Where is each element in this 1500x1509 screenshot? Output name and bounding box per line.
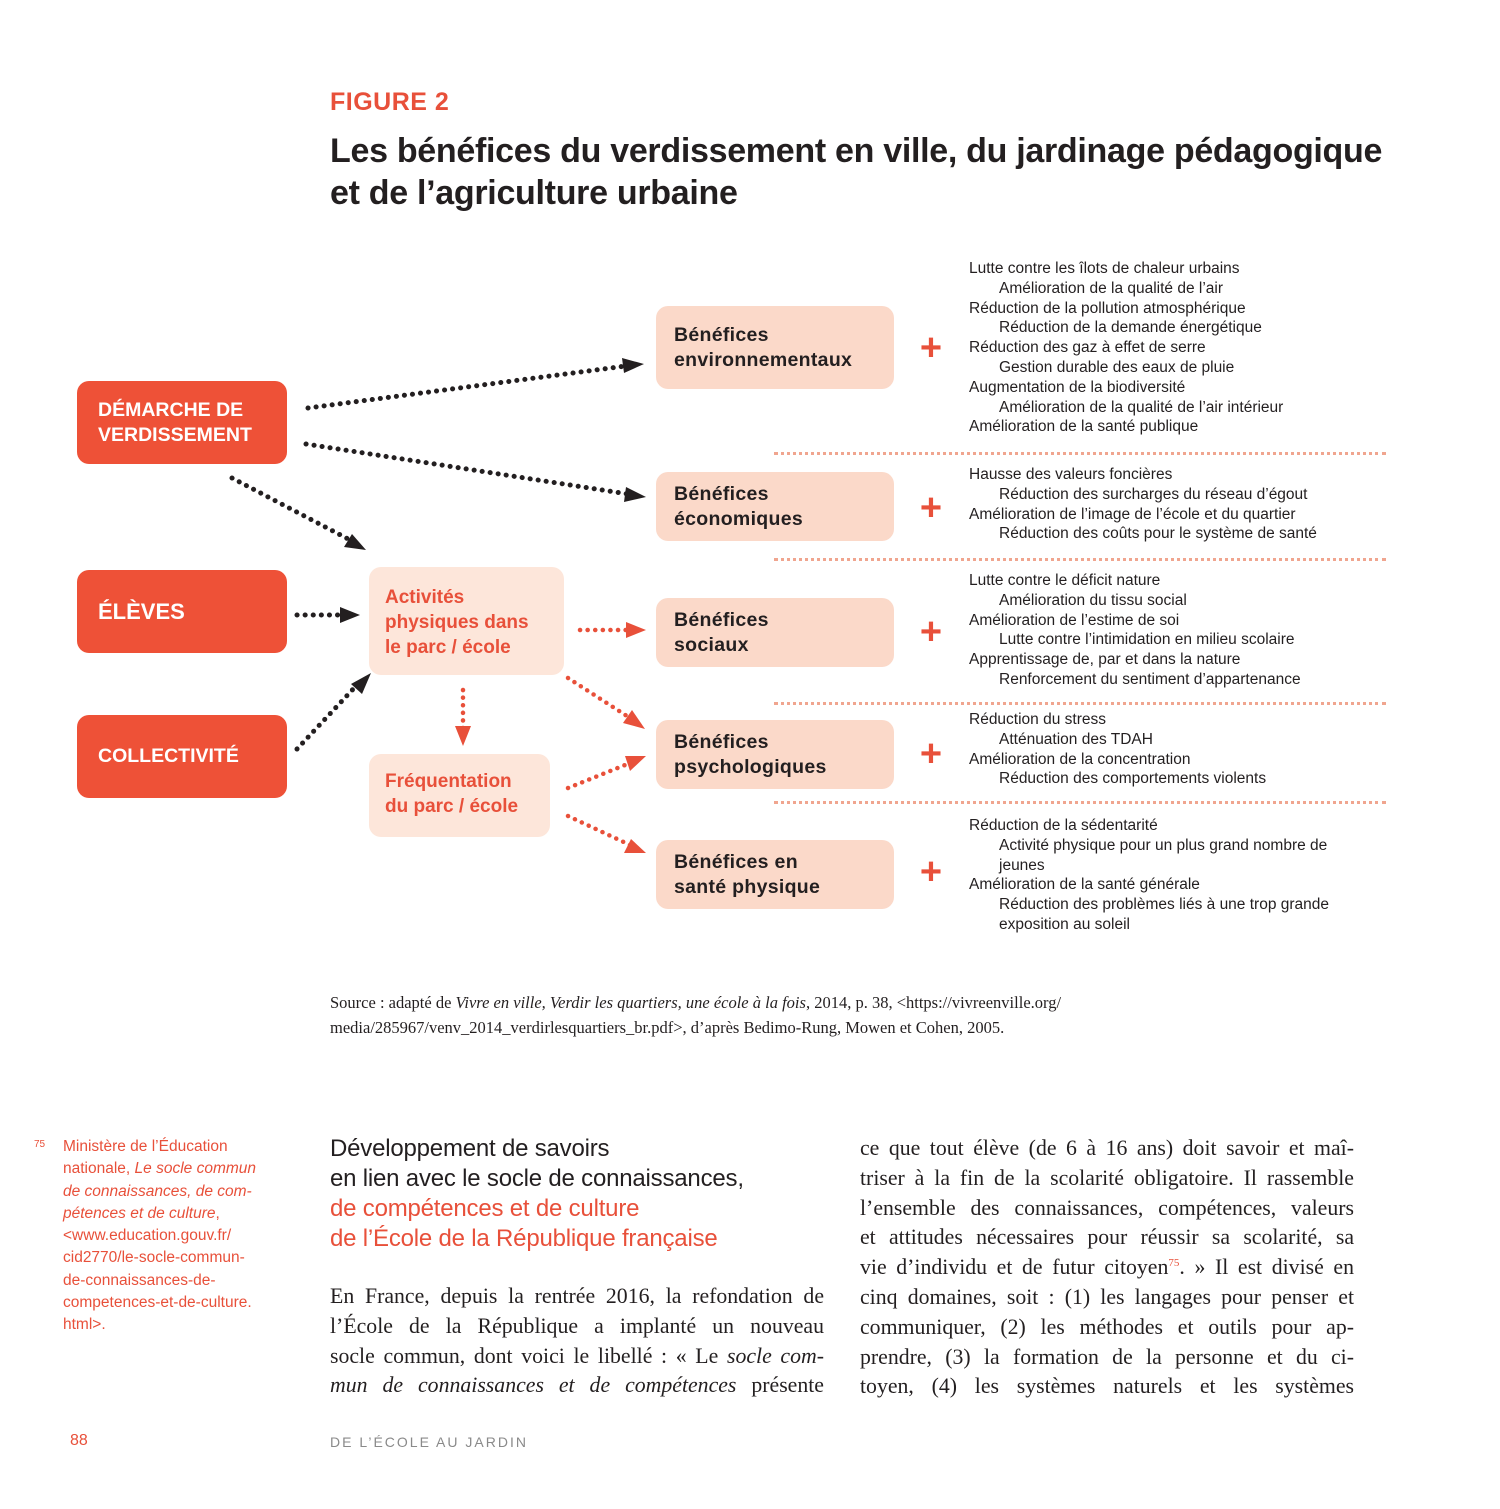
section-heading-line: en lien avec le socle de connaissances, (330, 1165, 744, 1192)
body-italic: mun de connaissances et de compétences (330, 1373, 737, 1398)
benefit-list-item: Renforcement du sentiment d’appartenance (999, 670, 1301, 688)
source-line: media/285967/venv_2014_verdirlesquartiers_br.pdf>, d’après Bedimo-Rung, Mowen et Cohen, 2005. (330, 1018, 1005, 1037)
body-line: prendre, (3) la formation de la personne et du ci- (860, 1344, 1354, 1369)
benefit-box-label: Bénéfices en santé physique (674, 850, 821, 898)
body-text: socle commun, dont voici le libellé : « Le (330, 1343, 727, 1368)
benefit-box-label: Bénéfices environnementaux (674, 323, 853, 371)
body-line: ce que tout élève (de 6 à 16 ans) doit savoir et maî- (860, 1136, 1354, 1160)
body-italic: socle com- (726, 1343, 824, 1368)
arrowhead (626, 622, 646, 638)
arrow-frequentation-to-sante (568, 816, 630, 845)
source-title: Vivre en ville, Verdir les quartiers, une école à la fois (455, 993, 806, 1012)
footnote-text-before: Ministère de l’Éducation nationale, (63, 1138, 228, 1178)
benefit-list-item: Amélioration de la santé générale (969, 876, 1200, 894)
source-rest: , 2014, p. 38, <https://vivreenville.org/ (805, 993, 1062, 1012)
benefit-list-item: Réduction des comportements violents (999, 770, 1267, 788)
arrowhead (622, 358, 644, 373)
benefit-list-item: Amélioration de l’estime de soi (969, 611, 1180, 629)
benefit-box-label: Bénéfices économiques (674, 482, 803, 530)
benefit-list-item: Apprentissage de, par et dans la nature (969, 651, 1241, 669)
body-text: vie d’individu et de futur citoyen (860, 1255, 1169, 1280)
body-text: présente (736, 1373, 824, 1398)
footnote-text (63, 1136, 284, 1337)
source-box-label: ÉLÈVES (98, 598, 185, 624)
benefit-list-item: Gestion durable des eaux de pluie (999, 358, 1235, 376)
benefit-list-item: Amélioration de la santé publique (969, 418, 1199, 436)
arrowhead (623, 710, 645, 729)
benefit-list-item: Augmentation de la biodiversité (969, 378, 1186, 396)
plus-icon: + (919, 327, 943, 369)
benefit-list-item: Hausse des valeurs foncières (969, 466, 1173, 483)
figure-title-line: et de l’agriculture urbaine (330, 174, 738, 212)
arrowhead (624, 839, 646, 853)
footnote-text-after: , <www.education.gouv.fr/ cid2770/le-socle-commun- de-connaissances-de- competences-et-de-culture. html>. (63, 1204, 252, 1334)
footnote-number: 75 (34, 1139, 46, 1150)
plus-icon: + (919, 733, 943, 775)
source-box-demarche (77, 381, 287, 464)
benefit-list-economiques (969, 465, 1409, 544)
figure-title-line: Les bénéfices du verdissement en ville, du jardinage pédagogique (330, 132, 1383, 170)
benefit-list-item: Amélioration de la concentration (969, 750, 1191, 768)
plus-icon: + (919, 611, 943, 653)
page-number: 88 (70, 1432, 88, 1449)
source-box-eleves (77, 570, 287, 653)
benefit-list-item: Réduction des surcharges du réseau d’égout (999, 485, 1308, 503)
benefit-list-item: Amélioration de la qualité de l’air (999, 279, 1224, 297)
body-line: cinq domaines, soit : (1) les langages pour penser et (860, 1284, 1354, 1309)
benefit-box-environnementaux (656, 306, 894, 389)
arrow-demarche-to-economiques (306, 444, 628, 494)
benefit-list-item: Atténuation des TDAH (999, 730, 1153, 748)
body-line: En France, depuis la rentrée 2016, la refondation de (330, 1284, 824, 1308)
footnote-ref[interactable]: 75 (1168, 1257, 1180, 1270)
benefit-box-economiques (656, 472, 894, 541)
plus-icon: + (919, 851, 943, 893)
benefit-box-label: Bénéfices sociaux (674, 608, 769, 656)
arrow-collectivite-to-activites (297, 686, 356, 749)
benefit-list-item: Activité physique pour un plus grand nombre de jeunes (999, 836, 1328, 874)
arrowhead (624, 487, 646, 502)
benefit-list-item: Réduction de la demande énergétique (999, 319, 1262, 337)
body-text: . » Il est divisé en (1179, 1255, 1354, 1280)
separator (774, 558, 1386, 561)
body-column-1 (330, 1282, 824, 1401)
arrow-activites-to-psychologiques (568, 678, 630, 718)
body-line: triser à la fin de la scolarité obligatoire. Il rassemble (860, 1165, 1354, 1190)
benefit-list-item: Réduction de la sédentarité (969, 817, 1158, 834)
benefit-box-label: Bénéfices psychologiques (674, 730, 827, 778)
footnote (34, 1136, 284, 1337)
body-line (330, 1342, 824, 1372)
benefit-list-item: Réduction des problèmes liés à une trop grande exposition au soleil (999, 896, 1330, 933)
arrow-demarche-to-environnementaux (308, 366, 626, 408)
footnote-title: Le socle commun de connaissances, de com- pétences et de culture (63, 1160, 257, 1222)
body-line: l’École de la République a implanté un nouveau (330, 1313, 824, 1338)
benefit-list-sante-physique (969, 816, 1369, 935)
benefit-list-item: Réduction des gaz à effet de serre (969, 339, 1206, 357)
source-box-label: DÉMARCHE DE VERDISSEMENT (98, 398, 252, 446)
body-column-2 (860, 1134, 1354, 1402)
section-heading (330, 1134, 830, 1254)
benefit-list-item: Lutte contre les îlots de chaleur urbains (969, 260, 1240, 277)
benefit-list-item: Réduction de la pollution atmosphérique (969, 299, 1246, 317)
benefit-list-item: Réduction des coûts pour le système de santé (999, 525, 1317, 543)
benefit-box-psychologiques (656, 720, 894, 789)
arrow-frequentation-to-psychologiques (568, 763, 630, 788)
arrow-demarche-to-activites (232, 478, 352, 541)
section-heading-line: Développement de savoirs (330, 1135, 610, 1162)
section-heading-line: de l’École de la République française (330, 1225, 718, 1252)
source-prefix: Source : adapté de (330, 993, 456, 1012)
benefit-list-item: Lutte contre le déficit nature (969, 572, 1161, 589)
benefit-list-item: Lutte contre l’intimidation en milieu scolaire (999, 631, 1295, 649)
activity-box-activites: Activités physiques dans le parc / école (369, 567, 564, 675)
section-heading-line: de compétences et de culture (330, 1195, 640, 1222)
benefit-list-item: Amélioration du tissu social (999, 591, 1187, 609)
benefit-list-item: Amélioration de la qualité de l’air intérieur (999, 398, 1284, 416)
figure-label: FIGURE 2 (330, 88, 450, 116)
source-box-collectivite (77, 715, 287, 798)
figure-source (330, 990, 1390, 1040)
running-title: DE L’ÉCOLE AU JARDIN (330, 1434, 528, 1450)
body-line (860, 1253, 1354, 1283)
activity-box-frequentation: Fréquentation du parc / école (369, 754, 550, 837)
body-line: communiquer, (2) les méthodes et outils pour ap- (860, 1314, 1354, 1339)
plus-icon: + (919, 487, 943, 529)
arrowhead (455, 726, 471, 746)
body-line: et attitudes nécessaires pour réussir sa scolarité, sa (860, 1225, 1354, 1250)
benefit-list-environnementaux (969, 259, 1409, 437)
body-line: toyen, (4) les systèmes naturels et les systèmes (860, 1374, 1354, 1399)
benefit-box-sante-physique (656, 840, 894, 909)
separator (774, 801, 1386, 804)
arrowhead (625, 756, 646, 771)
benefit-list-item: Réduction du stress (969, 711, 1106, 728)
separator (774, 452, 1386, 455)
benefit-box-sociaux (656, 598, 894, 667)
source-line (330, 990, 1390, 1015)
arrowhead (340, 607, 360, 623)
benefit-list-sociaux (969, 571, 1409, 690)
separator (774, 702, 1386, 705)
source-box-label: COLLECTIVITÉ (98, 745, 239, 767)
benefit-list-item: Amélioration de l’image de l’école et du quartier (969, 505, 1296, 523)
benefit-list-psychologiques (969, 710, 1409, 789)
body-line: l’ensemble des connaissances, compétences, valeurs (860, 1195, 1354, 1220)
body-line (330, 1371, 824, 1401)
